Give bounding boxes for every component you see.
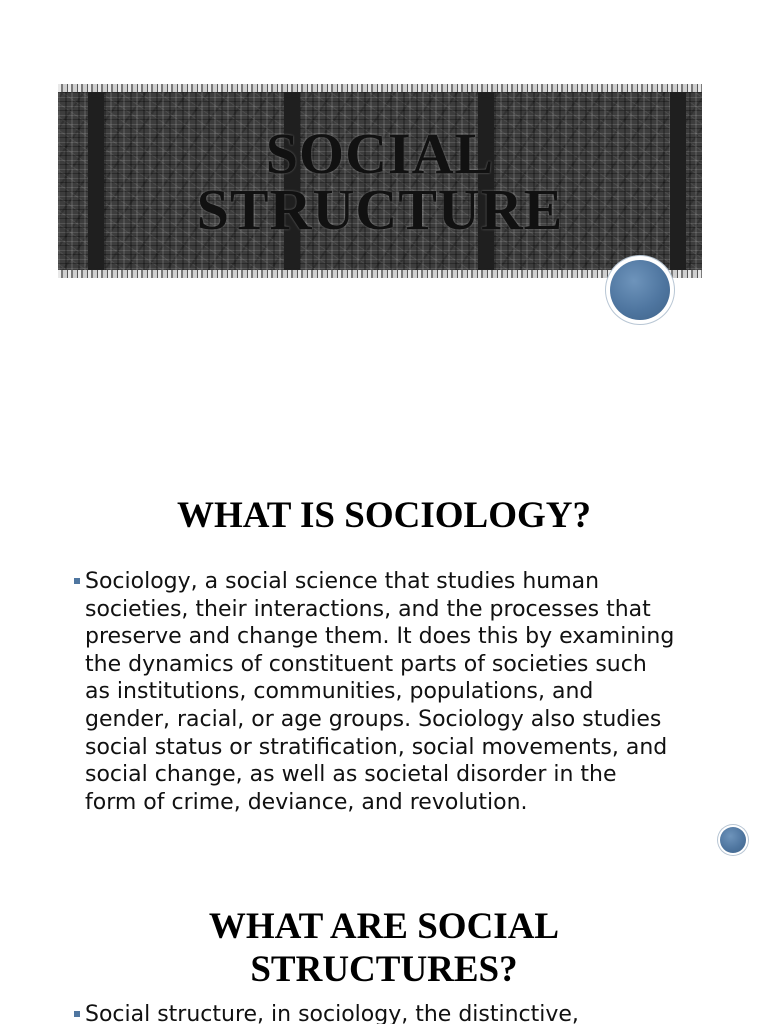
title-banner: [58, 84, 702, 278]
slide-title-line2: STRUCTURE: [196, 177, 564, 242]
slide-title-line1: SOCIAL: [265, 121, 495, 186]
social-structure-bullet: [74, 1001, 754, 1024]
blue-circle-icon: [606, 256, 674, 324]
sociology-heading: WHAT IS SOCIOLOGY?: [177, 495, 591, 536]
sociology-bullet: [74, 568, 714, 816]
blue-circle-icon: [718, 825, 748, 855]
square-bullet-icon: [74, 578, 80, 584]
banner-top-edge: [58, 84, 702, 92]
slide-title: [58, 121, 702, 242]
social-structures-heading: [0, 905, 768, 991]
social-structures-heading-line2: STRUCTURES?: [250, 949, 518, 990]
banner-bottom-edge: [58, 270, 702, 278]
social-structure-bullet-text: Social structure, in sociology, the distinctive,: [85, 1002, 579, 1024]
square-bullet-icon: [74, 1011, 80, 1017]
social-structures-heading-line1: WHAT ARE SOCIAL: [208, 906, 560, 947]
sociology-bullet-text: Sociology, a social science that studies human societies, their interactions, and the processes that preserve and change them. It does this by examining the dynamics of constituent parts of societies such as institutions, communities, populations, and gender, racial, or age groups. Sociology also studies social status or stratification, social movements, and social change, as well as societal disorder in the form of crime, deviance, and revolution.: [85, 569, 675, 815]
